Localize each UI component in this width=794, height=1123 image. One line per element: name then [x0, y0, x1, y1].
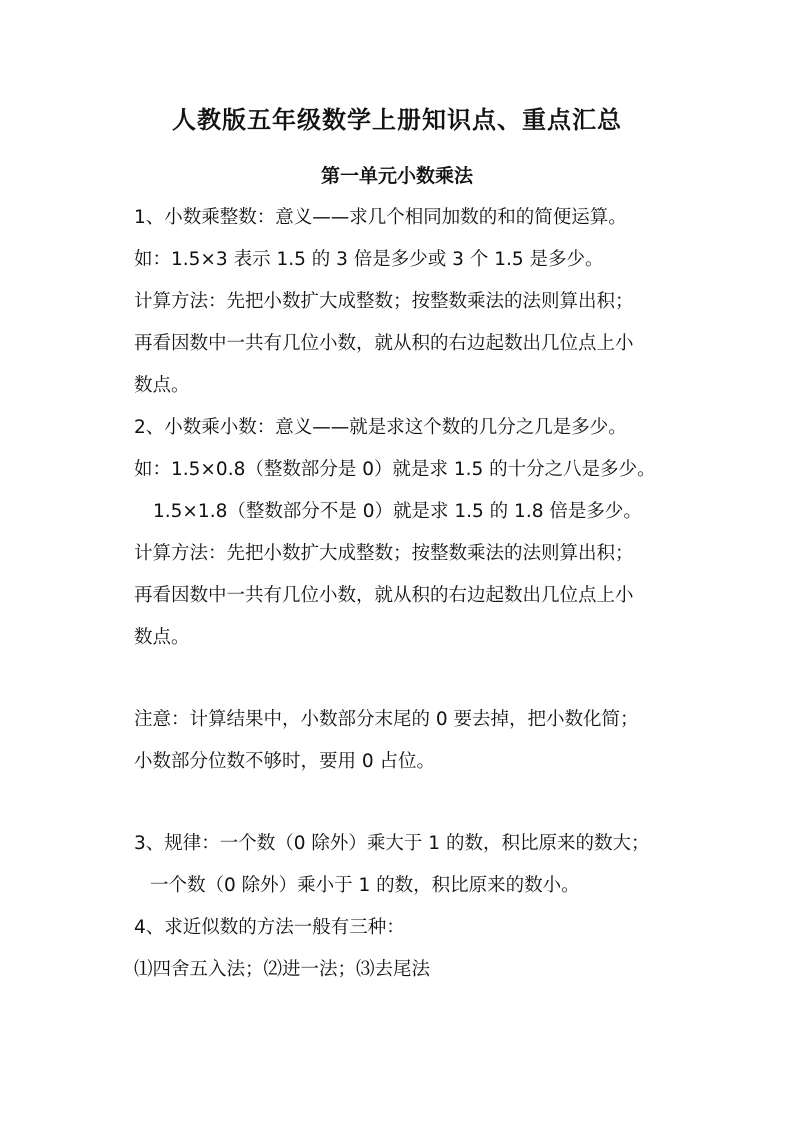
text-line: 如：1.5×0.8（整数部分是 0）就是求 1.5 的十分之八是多少。 [134, 459, 656, 480]
text-line: 3、规律：一个数（0 除外）乘大于 1 的数，积比原来的数大； [134, 833, 650, 854]
text-line: 4、求近似数的方法一般有三种： [134, 917, 405, 938]
text-line: 再看因数中一共有几位小数，就从积的右边起数出几位点上小 [134, 585, 634, 606]
text-line: 数点。 [134, 375, 190, 396]
text-line: 2、小数乘小数：意义——就是求这个数的几分之几是多少。 [134, 417, 627, 438]
note-line: 小数部分位数不够时，要用 0 占位。 [134, 751, 436, 772]
text-line: 计算方法：先把小数扩大成整数；按整数乘法的法则算出积； [134, 543, 634, 564]
text-line: 1、小数乘整数：意义——求几个相同加数的和的简便运算。 [134, 207, 627, 228]
note-line: 注意：计算结果中，小数部分末尾的 0 要去掉，把小数化简； [134, 709, 639, 730]
text-line: 再看因数中一共有几位小数，就从积的右边起数出几位点上小 [134, 333, 634, 354]
text-line: 数点。 [134, 627, 190, 648]
text-line: 计算方法：先把小数扩大成整数；按整数乘法的法则算出积； [134, 291, 634, 312]
document-title: 人教版五年级数学上册知识点、重点汇总 [172, 105, 622, 134]
text-line: ⑴四舍五入法；⑵进一法；⑶去尾法 [134, 959, 431, 980]
unit-heading: 第一单元小数乘法 [320, 165, 473, 187]
text-line: 1.5×1.8（整数部分不是 0）就是求 1.5 的 1.8 倍是多少。 [153, 501, 642, 522]
text-line: 如：1.5×3 表示 1.5 的 3 倍是多少或 3 个 1.5 是多少。 [134, 249, 604, 270]
text-line: 一个数（0 除外）乘小于 1 的数，积比原来的数小。 [150, 875, 580, 896]
